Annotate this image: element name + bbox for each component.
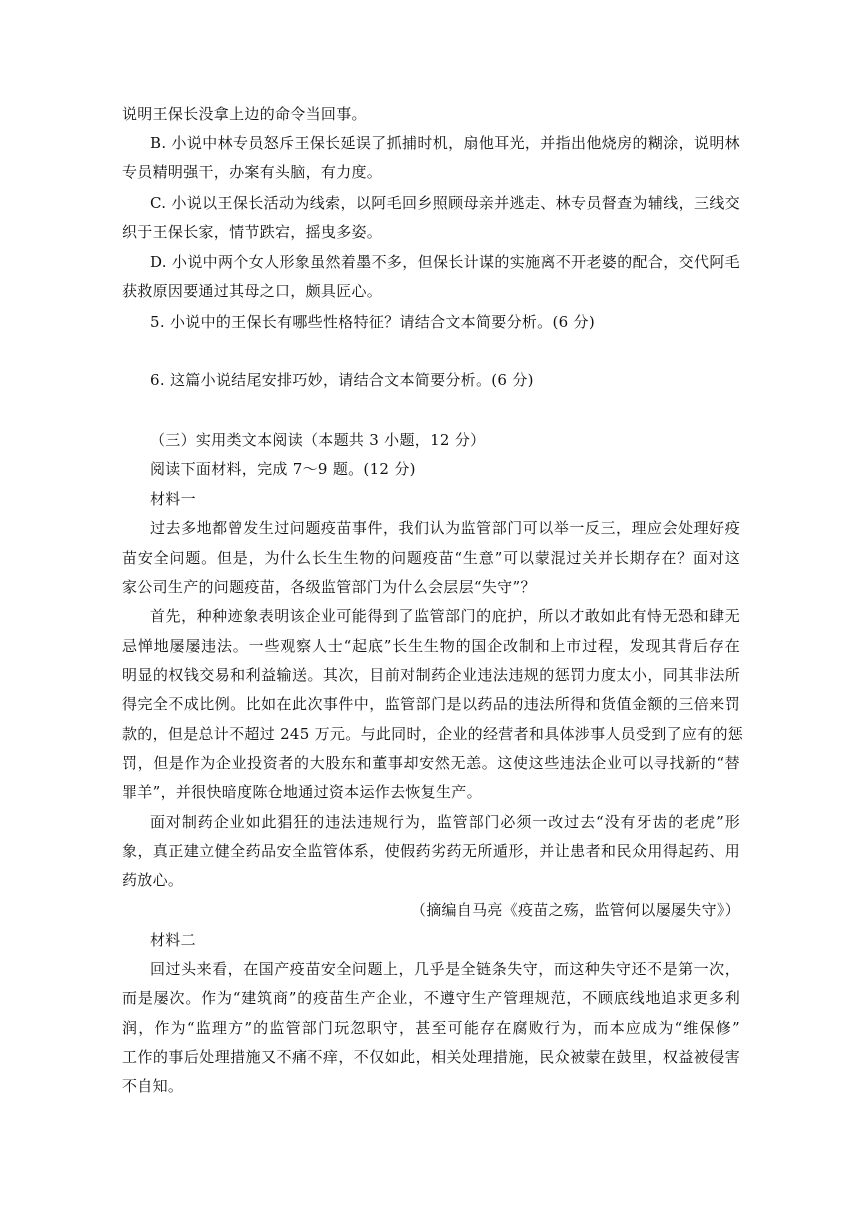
paragraph-line: 象，真正建立健全药品安全监管体系，使假药劣药无所遁形，并让患者和民众用得起药、用: [122, 842, 740, 860]
option-b-line-1: B. 小说中林专员怒斥王保长延误了抓捕时机，扇他耳光，并指出他烧房的糊涂，说明林: [150, 134, 740, 152]
paragraph-line: 过去多地都曾发生过问题疫苗事件，我们认为监管部门可以举一反三，理应会处理好疫: [150, 519, 740, 537]
paragraph-line: 罪羊”，并很快暗度陈仓地通过资本运作去恢复生产。: [122, 783, 482, 801]
paragraph-line: 首先，种种迹象表明该企业可能得到了监管部门的庇护，所以才敢如此有恃无恐和肆无: [150, 607, 740, 625]
source-citation: （摘编自马亮《疫苗之殇，监管何以屡屡失守》）: [410, 901, 740, 919]
paragraph-line: 忌惮地屡屡违法。一些观察人士“起底”长生生物的国企改制和上市过程，发现其背后存在: [122, 637, 740, 655]
paragraph-line: 罚，但是作为企业投资者的大股东和董事却安然无恙。这使这些违法企业可以寻找新的“替: [122, 754, 740, 772]
paragraph-line: 润，作为“监理方”的监管部门玩忽职守，甚至可能存在腐败行为，而本应成为“维保修”: [122, 1019, 740, 1037]
paragraph-line: 药放心。: [122, 871, 184, 889]
section-heading: （三）实用类文本阅读（本题共 3 小题，12 分）: [150, 431, 486, 449]
paragraph-line: 而是屡次。作为“建筑商”的疫苗生产企业，不遵守生产管理规范，不顾底线地追求更多利: [122, 989, 740, 1007]
instruction: 阅读下面材料，完成 7～9 题。(12 分): [150, 460, 416, 478]
option-d-line-2: 获救原因要通过其母之口，颇具匠心。: [122, 282, 383, 300]
paragraph-line: 明显的权钱交易和利益输送。其次，目前对制药企业违法违规的惩罚力度太小，同其非法所: [122, 666, 740, 684]
text-line: 说明王保长没拿上边的命令当回事。: [122, 105, 367, 123]
option-c-line-2: 织于王保长家，情节跌宕，摇曳多姿。: [122, 223, 383, 241]
option-d-line-1: D. 小说中两个女人形象虽然着墨不多，但保长计谋的实施离不开老婆的配合，交代阿毛: [150, 253, 740, 271]
material-two-label: 材料二: [150, 931, 196, 949]
option-c-line-1: C. 小说以王保长活动为线索，以阿毛回乡照顾母亲并逃走、林专员督查为辅线，三线交: [150, 194, 740, 212]
paragraph-line: 回过头来看，在国产疫苗安全问题上，几乎是全链条失守，而这种失守还不是第一次，: [150, 960, 740, 978]
material-one-label: 材料一: [150, 490, 196, 508]
paragraph-line: 家公司生产的问题疫苗，各级监管部门为什么会层层“失守”？: [122, 578, 536, 596]
paragraph-line: 苗安全问题。但是，为什么长生生物的问题疫苗“生意”可以蒙混过关并长期存在？面对这: [122, 549, 740, 567]
question-6: 6. 这篇小说结尾安排巧妙，请结合文本简要分析。(6 分): [150, 371, 534, 389]
paragraph-line: 得完全不成比例。比如在此次事件中，监管部门是以药品的违法所得和货值金额的三倍来罚: [122, 695, 740, 713]
question-5: 5. 小说中的王保长有哪些性格特征？请结合文本简要分析。(6 分): [150, 313, 595, 331]
paragraph-line: 工作的事后处理措施又不痛不痒，不仅如此，相关处理措施，民众被蒙在鼓里，权益被侵害: [122, 1048, 740, 1066]
paragraph-line: 面对制药企业如此猖狂的违法违规行为，监管部门必须一改过去“没有牙齿的老虎”形: [150, 813, 740, 831]
paragraph-line: 不自知。: [122, 1077, 184, 1095]
option-b-line-2: 专员精明强干，办案有头脑，有力度。: [122, 163, 383, 181]
paragraph-line: 款的，但是总计不超过 245 万元。与此同时，企业的经营者和具体涉事人员受到了应有的惩: [122, 725, 744, 743]
